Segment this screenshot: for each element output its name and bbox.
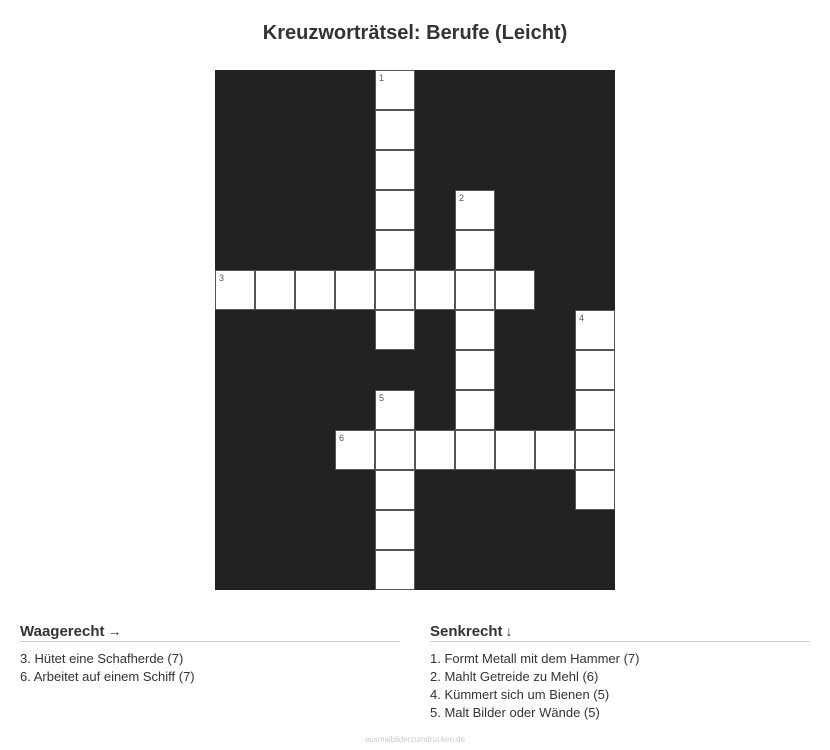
grid-cell[interactable] — [375, 510, 415, 550]
grid-cell[interactable] — [575, 390, 615, 430]
grid-cell[interactable] — [375, 70, 415, 110]
grid-cell[interactable] — [215, 270, 255, 310]
grid-cell[interactable] — [375, 150, 415, 190]
grid-cell[interactable] — [455, 310, 495, 350]
cell-number: 4 — [579, 313, 585, 323]
clues-across-title: Waagerecht — [20, 623, 105, 640]
grid-cell[interactable] — [375, 230, 415, 270]
clue-down-1: 1. Formt Metall mit dem Hammer (7) — [430, 651, 640, 666]
grid-cell[interactable] — [455, 190, 495, 230]
grid-cell[interactable] — [375, 390, 415, 430]
cell-number: 5 — [379, 393, 385, 403]
clues-down-title: Senkrecht — [430, 623, 503, 640]
clues-across — [20, 622, 400, 686]
grid-cell[interactable] — [375, 190, 415, 230]
grid-cell[interactable] — [415, 270, 455, 310]
grid-cell[interactable] — [455, 390, 495, 430]
grid-cell[interactable] — [335, 270, 375, 310]
grid-cell[interactable] — [255, 270, 295, 310]
grid-cell[interactable] — [375, 270, 415, 310]
footer-credit: ausmalbilderzumdrucken.de — [364, 735, 466, 744]
grid-cell[interactable] — [295, 270, 335, 310]
cell-number: 3 — [219, 273, 225, 283]
clues-down-heading — [430, 622, 810, 642]
grid-cell[interactable] — [455, 230, 495, 270]
clue-down-4: 4. Kümmert sich um Bienen (5) — [430, 687, 610, 702]
grid-cell[interactable] — [495, 270, 535, 310]
right-arrow-icon: → — [107, 623, 122, 639]
clue-across-6: 6. Arbeitet auf einem Schiff (7) — [20, 669, 195, 684]
clues-across-heading — [20, 622, 400, 642]
grid-cell[interactable] — [415, 430, 455, 470]
grid-cell[interactable] — [575, 470, 615, 510]
grid-cell[interactable] — [495, 430, 535, 470]
grid-cell[interactable] — [375, 470, 415, 510]
page-title: Kreuzworträtsel: Berufe (Leicht) — [262, 22, 568, 44]
grid-cell[interactable] — [575, 310, 615, 350]
clue-across-3: 3. Hütet eine Schafherde (7) — [20, 651, 184, 666]
crossword-grid — [215, 70, 615, 590]
grid-cell[interactable] — [575, 430, 615, 470]
clue-down-5: 5. Malt Bilder oder Wände (5) — [430, 705, 600, 720]
cell-number: 2 — [459, 193, 465, 203]
grid-cell[interactable] — [455, 350, 495, 390]
cell-number: 1 — [379, 73, 385, 83]
grid-cell[interactable] — [575, 350, 615, 390]
clue-down-2: 2. Mahlt Getreide zu Mehl (6) — [430, 669, 599, 684]
grid-cell[interactable] — [535, 430, 575, 470]
grid-cell[interactable] — [375, 430, 415, 470]
grid-cell[interactable] — [375, 110, 415, 150]
grid-cell[interactable] — [375, 550, 415, 590]
down-arrow-icon: ↓ — [505, 623, 513, 639]
cell-number: 6 — [339, 433, 345, 443]
grid-cell[interactable] — [455, 270, 495, 310]
grid-cell[interactable] — [455, 430, 495, 470]
grid-cell[interactable] — [335, 430, 375, 470]
clues-down — [430, 622, 810, 722]
grid-cell[interactable] — [375, 310, 415, 350]
